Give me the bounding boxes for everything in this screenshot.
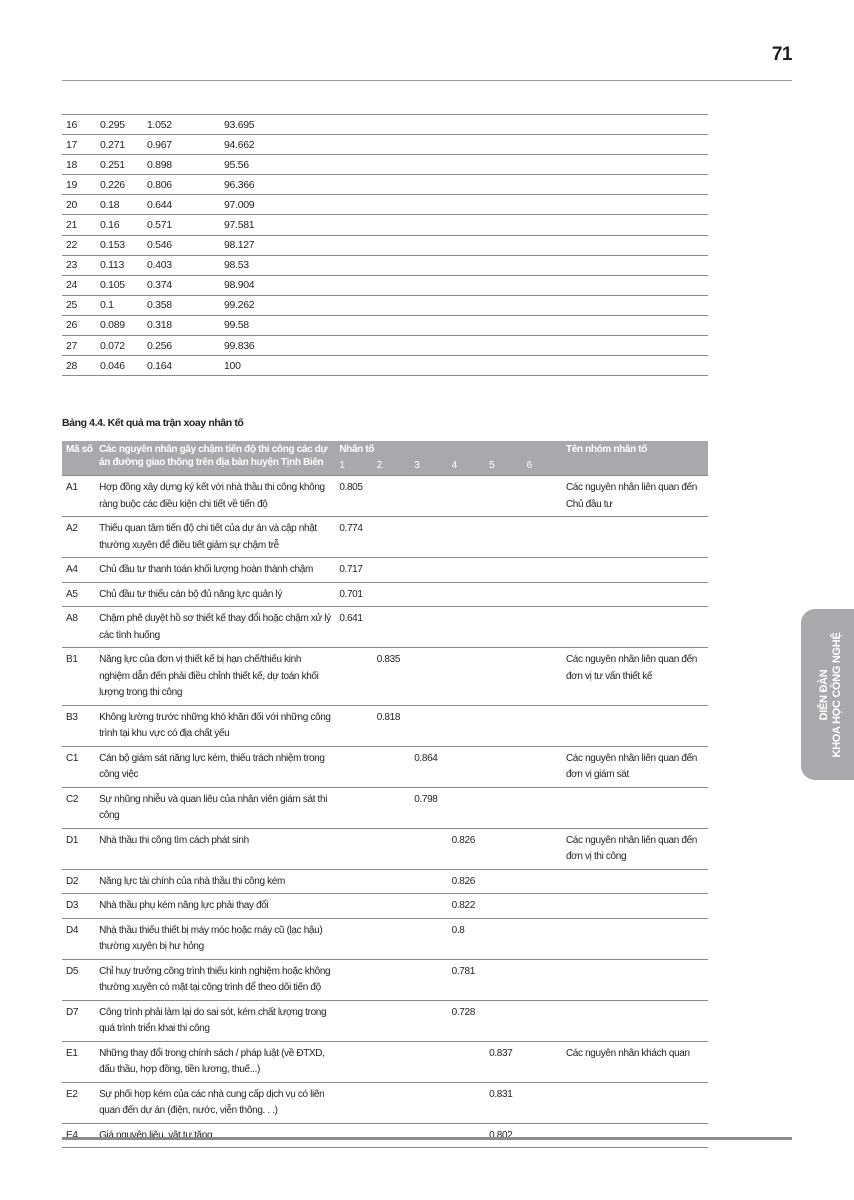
factor-loading bbox=[524, 1041, 560, 1082]
item-description: Những thay đổi trong chính sách / pháp luật (về ĐTXD, đấu thầu, hợp đồng, tiền lương, thuế...) bbox=[96, 1041, 336, 1082]
factor-loading bbox=[449, 1123, 486, 1148]
factor-loading bbox=[486, 517, 523, 558]
factor-loading bbox=[374, 894, 411, 919]
factor-loading bbox=[374, 828, 411, 869]
factor-loading bbox=[524, 787, 560, 828]
table-row bbox=[62, 336, 708, 356]
header-group: Tên nhóm nhân tố bbox=[560, 441, 708, 476]
matrix-row bbox=[62, 894, 708, 919]
side-tab-text bbox=[818, 632, 844, 757]
variance-percent-cell: 0.898 bbox=[143, 155, 220, 175]
factor-loading: 0.822 bbox=[449, 894, 486, 919]
factor-loading: 0.818 bbox=[374, 705, 411, 746]
factor-loading bbox=[524, 869, 560, 894]
item-description: Năng lực tài chính của nhà thầu thi công kém bbox=[96, 869, 336, 894]
eigenvalue-cell: 0.18 bbox=[96, 195, 143, 215]
component-cell: 25 bbox=[62, 295, 96, 315]
factor-loading bbox=[486, 746, 523, 787]
factor-loading bbox=[449, 607, 486, 648]
factor-loading bbox=[449, 1082, 486, 1123]
component-cell: 20 bbox=[62, 195, 96, 215]
factor-loading: 0.774 bbox=[336, 517, 373, 558]
factor-loading bbox=[486, 918, 523, 959]
group-name: Các nguyên nhân liên quan đến đơn vị tư vấn thiết kế bbox=[560, 648, 708, 706]
matrix-row bbox=[62, 869, 708, 894]
factor-loading bbox=[486, 869, 523, 894]
table-row bbox=[62, 295, 708, 315]
factor-loading bbox=[449, 648, 486, 706]
eigenvalue-cell: 0.295 bbox=[96, 115, 143, 135]
factor-loading bbox=[486, 648, 523, 706]
header-factor: Nhân tố bbox=[336, 441, 560, 458]
factor-loading bbox=[411, 476, 448, 517]
factor-loading bbox=[374, 1000, 411, 1041]
group-name bbox=[560, 869, 708, 894]
item-description: Cán bộ giám sát năng lực kém, thiếu trách nhiệm trong công việc bbox=[96, 746, 336, 787]
header-factor-number: 5 bbox=[486, 458, 523, 476]
factor-loading bbox=[524, 517, 560, 558]
factor-loading bbox=[374, 558, 411, 583]
factor-loading bbox=[524, 1082, 560, 1123]
factor-loading bbox=[449, 582, 486, 607]
empty-cell bbox=[657, 215, 708, 235]
factor-loading bbox=[524, 582, 560, 607]
item-code: A2 bbox=[62, 517, 96, 558]
rotated-factor-matrix bbox=[62, 441, 708, 1148]
variance-percent-cell: 0.546 bbox=[143, 235, 220, 255]
table-caption: Bảng 4.4. Kết quả ma trận xoay nhân tố bbox=[62, 417, 244, 429]
factor-loading bbox=[336, 869, 373, 894]
item-description: Nhà thầu thi công tìm cách phát sinh bbox=[96, 828, 336, 869]
item-description: Chủ đầu tư thiếu cán bộ đủ năng lực quản lý bbox=[96, 582, 336, 607]
header-factor-number: 4 bbox=[449, 458, 486, 476]
factor-loading bbox=[336, 959, 373, 1000]
group-name bbox=[560, 517, 708, 558]
variance-percent-cell: 0.806 bbox=[143, 175, 220, 195]
table-row bbox=[62, 155, 708, 175]
factor-loading bbox=[524, 705, 560, 746]
group-name bbox=[560, 705, 708, 746]
factor-loading bbox=[524, 648, 560, 706]
matrix-row bbox=[62, 746, 708, 787]
matrix-row bbox=[62, 1000, 708, 1041]
factor-loading bbox=[374, 746, 411, 787]
item-code: A1 bbox=[62, 476, 96, 517]
factor-loading bbox=[374, 1123, 411, 1148]
empty-cell bbox=[657, 155, 708, 175]
factor-loading bbox=[374, 959, 411, 1000]
side-tab-line: KHOA HỌC CÔNG NGHỆ bbox=[831, 632, 843, 757]
factor-loading: 0.641 bbox=[336, 607, 373, 648]
factor-loading bbox=[374, 787, 411, 828]
empty-cell bbox=[657, 336, 708, 356]
component-cell: 28 bbox=[62, 356, 96, 376]
item-description: Thiếu quan tâm tiến độ chi tiết của dự án và cập nhật thường xuyên để điều tiết giảm sự chậm trễ bbox=[96, 517, 336, 558]
matrix-row bbox=[62, 1123, 708, 1148]
variance-percent-cell: 0.967 bbox=[143, 135, 220, 155]
group-name bbox=[560, 607, 708, 648]
header-factor-number: 3 bbox=[411, 458, 448, 476]
factor-loading bbox=[336, 648, 373, 706]
item-code: D2 bbox=[62, 869, 96, 894]
empty-cell bbox=[657, 175, 708, 195]
header-rule bbox=[62, 80, 792, 81]
variance-percent-cell: 1.052 bbox=[143, 115, 220, 135]
factor-loading bbox=[486, 959, 523, 1000]
matrix-row bbox=[62, 1041, 708, 1082]
factor-loading bbox=[449, 517, 486, 558]
factor-loading bbox=[411, 607, 448, 648]
eigenvalue-cell: 0.113 bbox=[96, 255, 143, 275]
cumulative-percent-cell: 93.695 bbox=[220, 115, 657, 135]
factor-loading bbox=[449, 1041, 486, 1082]
item-code: E2 bbox=[62, 1082, 96, 1123]
table-row bbox=[62, 195, 708, 215]
factor-loading: 0.798 bbox=[411, 787, 448, 828]
factor-loading: 0.728 bbox=[449, 1000, 486, 1041]
matrix-row bbox=[62, 582, 708, 607]
factor-loading bbox=[411, 828, 448, 869]
cumulative-percent-cell: 94.662 bbox=[220, 135, 657, 155]
variance-percent-cell: 0.571 bbox=[143, 215, 220, 235]
table-row bbox=[62, 356, 708, 376]
factor-loading bbox=[336, 1000, 373, 1041]
item-code: E4 bbox=[62, 1123, 96, 1148]
factor-loading bbox=[374, 476, 411, 517]
group-name: Các nguyên nhân khách quan bbox=[560, 1041, 708, 1082]
empty-cell bbox=[657, 115, 708, 135]
cumulative-percent-cell: 97.009 bbox=[220, 195, 657, 215]
table-row bbox=[62, 115, 708, 135]
item-code: A4 bbox=[62, 558, 96, 583]
cumulative-percent-cell: 98.53 bbox=[220, 255, 657, 275]
group-name bbox=[560, 558, 708, 583]
factor-loading bbox=[486, 787, 523, 828]
group-name bbox=[560, 918, 708, 959]
factor-loading bbox=[449, 558, 486, 583]
cumulative-percent-cell: 98.127 bbox=[220, 235, 657, 255]
table-row bbox=[62, 175, 708, 195]
table-row bbox=[62, 135, 708, 155]
factor-loading bbox=[486, 705, 523, 746]
variance-percent-cell: 0.644 bbox=[143, 195, 220, 215]
item-description: Không lường trước những khó khăn đối với những công trình tại khu vực có địa chất yếu bbox=[96, 705, 336, 746]
item-description: Giá nguyên liệu, vật tư tăng bbox=[96, 1123, 336, 1148]
factor-loading bbox=[336, 746, 373, 787]
item-code: D1 bbox=[62, 828, 96, 869]
empty-cell bbox=[657, 235, 708, 255]
factor-loading bbox=[411, 1082, 448, 1123]
factor-loading bbox=[336, 828, 373, 869]
empty-cell bbox=[657, 315, 708, 335]
factor-loading bbox=[411, 582, 448, 607]
group-name bbox=[560, 1082, 708, 1123]
factor-loading bbox=[524, 828, 560, 869]
item-description: Sự nhũng nhiễu và quan liêu của nhân viên giám sát thi công bbox=[96, 787, 336, 828]
factor-loading bbox=[411, 705, 448, 746]
factor-loading bbox=[411, 959, 448, 1000]
factor-loading: 0.864 bbox=[411, 746, 448, 787]
header-description: Các nguyên nhân gây chậm tiến độ thi công các dự án đường giao thông trên địa bàn huyện Tịnh Biên bbox=[96, 441, 336, 476]
item-code: E1 bbox=[62, 1041, 96, 1082]
item-description: Nhà thầu phụ kém năng lực phải thay đổi bbox=[96, 894, 336, 919]
cumulative-percent-cell: 99.836 bbox=[220, 336, 657, 356]
variance-percent-cell: 0.403 bbox=[143, 255, 220, 275]
empty-cell bbox=[657, 295, 708, 315]
variance-table bbox=[62, 114, 708, 376]
variance-percent-cell: 0.358 bbox=[143, 295, 220, 315]
factor-loading bbox=[411, 894, 448, 919]
factor-loading bbox=[486, 558, 523, 583]
table-row bbox=[62, 255, 708, 275]
factor-loading bbox=[524, 607, 560, 648]
header-factor-number: 2 bbox=[374, 458, 411, 476]
factor-loading bbox=[336, 918, 373, 959]
item-code: B1 bbox=[62, 648, 96, 706]
factor-loading bbox=[374, 517, 411, 558]
cumulative-percent-cell: 98.904 bbox=[220, 275, 657, 295]
eigenvalue-cell: 0.046 bbox=[96, 356, 143, 376]
factor-loading bbox=[336, 1041, 373, 1082]
factor-loading bbox=[524, 558, 560, 583]
factor-loading bbox=[524, 476, 560, 517]
variance-percent-cell: 0.256 bbox=[143, 336, 220, 356]
factor-loading bbox=[524, 959, 560, 1000]
table-row bbox=[62, 275, 708, 295]
component-cell: 27 bbox=[62, 336, 96, 356]
item-code: A5 bbox=[62, 582, 96, 607]
table-row bbox=[62, 215, 708, 235]
group-name bbox=[560, 582, 708, 607]
table-row bbox=[62, 315, 708, 335]
item-code: D3 bbox=[62, 894, 96, 919]
matrix-row bbox=[62, 1082, 708, 1123]
component-cell: 21 bbox=[62, 215, 96, 235]
factor-loading bbox=[411, 558, 448, 583]
factor-loading bbox=[374, 607, 411, 648]
item-code: D5 bbox=[62, 959, 96, 1000]
factor-loading bbox=[524, 1123, 560, 1148]
factor-loading bbox=[486, 607, 523, 648]
component-cell: 23 bbox=[62, 255, 96, 275]
matrix-row bbox=[62, 607, 708, 648]
eigenvalue-cell: 0.1 bbox=[96, 295, 143, 315]
factor-loading bbox=[411, 869, 448, 894]
matrix-row bbox=[62, 558, 708, 583]
factor-loading bbox=[449, 705, 486, 746]
eigenvalue-cell: 0.153 bbox=[96, 235, 143, 255]
factor-loading: 0.717 bbox=[336, 558, 373, 583]
group-name bbox=[560, 787, 708, 828]
item-description: Năng lực của đơn vị thiết kế bị hạn chế/thiếu kinh nghiệm dẫn đến phải điều chỉnh thiết kế, dự toán khối lượng trong thi công bbox=[96, 648, 336, 706]
eigenvalue-cell: 0.251 bbox=[96, 155, 143, 175]
factor-loading: 0.837 bbox=[486, 1041, 523, 1082]
group-name bbox=[560, 894, 708, 919]
factor-loading bbox=[374, 582, 411, 607]
factor-loading bbox=[336, 1123, 373, 1148]
factor-loading bbox=[524, 1000, 560, 1041]
header-factor-number: 6 bbox=[524, 458, 560, 476]
cumulative-percent-cell: 97.581 bbox=[220, 215, 657, 235]
factor-loading: 0.781 bbox=[449, 959, 486, 1000]
factor-loading: 0.826 bbox=[449, 828, 486, 869]
item-description: Hợp đồng xây dựng ký kết với nhà thầu thi công không ràng buộc các điều kiện chi tiết về tiến độ bbox=[96, 476, 336, 517]
matrix-row bbox=[62, 959, 708, 1000]
factor-loading bbox=[449, 787, 486, 828]
header-code: Mã số bbox=[62, 441, 96, 476]
eigenvalue-cell: 0.271 bbox=[96, 135, 143, 155]
factor-loading: 0.835 bbox=[374, 648, 411, 706]
table-row bbox=[62, 235, 708, 255]
variance-percent-cell: 0.318 bbox=[143, 315, 220, 335]
group-name bbox=[560, 1123, 708, 1148]
eigenvalue-cell: 0.105 bbox=[96, 275, 143, 295]
variance-percent-cell: 0.374 bbox=[143, 275, 220, 295]
factor-loading bbox=[411, 1000, 448, 1041]
factor-loading: 0.805 bbox=[336, 476, 373, 517]
item-code: C2 bbox=[62, 787, 96, 828]
item-code: B3 bbox=[62, 705, 96, 746]
factor-loading bbox=[411, 1041, 448, 1082]
item-code: A8 bbox=[62, 607, 96, 648]
factor-loading bbox=[486, 894, 523, 919]
factor-loading: 0.701 bbox=[336, 582, 373, 607]
component-cell: 26 bbox=[62, 315, 96, 335]
factor-loading bbox=[411, 648, 448, 706]
factor-loading bbox=[524, 918, 560, 959]
factor-loading bbox=[336, 787, 373, 828]
empty-cell bbox=[657, 195, 708, 215]
eigenvalue-cell: 0.226 bbox=[96, 175, 143, 195]
matrix-row bbox=[62, 517, 708, 558]
item-description: Chậm phê duyệt hồ sơ thiết kế thay đổi hoặc chậm xử lý các tình huống bbox=[96, 607, 336, 648]
item-code: D7 bbox=[62, 1000, 96, 1041]
group-name bbox=[560, 959, 708, 1000]
factor-loading bbox=[524, 746, 560, 787]
item-description: Công trình phải làm lại do sai sót, kém chất lượng trong quá trình triển khai thi công bbox=[96, 1000, 336, 1041]
side-tab-line: DIỄN ĐÀN bbox=[818, 669, 830, 720]
cumulative-percent-cell: 95.56 bbox=[220, 155, 657, 175]
factor-loading bbox=[374, 1082, 411, 1123]
factor-loading bbox=[524, 894, 560, 919]
factor-loading bbox=[374, 1041, 411, 1082]
cumulative-percent-cell: 99.58 bbox=[220, 315, 657, 335]
component-cell: 19 bbox=[62, 175, 96, 195]
empty-cell bbox=[657, 275, 708, 295]
matrix-row bbox=[62, 918, 708, 959]
component-cell: 17 bbox=[62, 135, 96, 155]
section-side-tab bbox=[801, 609, 854, 780]
empty-cell bbox=[657, 356, 708, 376]
factor-loading bbox=[486, 828, 523, 869]
factor-loading bbox=[336, 894, 373, 919]
footer-rule bbox=[62, 1137, 792, 1140]
factor-loading bbox=[486, 582, 523, 607]
factor-loading: 0.826 bbox=[449, 869, 486, 894]
group-name: Các nguyên nhân liên quan đến đơn vị giám sát bbox=[560, 746, 708, 787]
matrix-row bbox=[62, 705, 708, 746]
cumulative-percent-cell: 96.366 bbox=[220, 175, 657, 195]
factor-loading bbox=[336, 1082, 373, 1123]
cumulative-percent-cell: 99.262 bbox=[220, 295, 657, 315]
component-cell: 16 bbox=[62, 115, 96, 135]
item-description: Chủ đầu tư thanh toán khối lượng hoàn thành chậm bbox=[96, 558, 336, 583]
factor-loading bbox=[449, 476, 486, 517]
factor-loading bbox=[486, 476, 523, 517]
factor-loading bbox=[374, 918, 411, 959]
empty-cell bbox=[657, 135, 708, 155]
page-number: 71 bbox=[771, 44, 792, 65]
cumulative-percent-cell: 100 bbox=[220, 356, 657, 376]
factor-loading bbox=[486, 1000, 523, 1041]
empty-cell bbox=[657, 255, 708, 275]
header-factor-number: 1 bbox=[336, 458, 373, 476]
item-description: Sự phối hợp kém của các nhà cung cấp dịch vụ có liên quan đến dự án (điện, nước, viễn thông. . .) bbox=[96, 1082, 336, 1123]
factor-loading bbox=[411, 517, 448, 558]
matrix-row bbox=[62, 828, 708, 869]
group-name: Các nguyên nhân liên quan đến đơn vị thi công bbox=[560, 828, 708, 869]
factor-loading bbox=[449, 746, 486, 787]
variance-percent-cell: 0.164 bbox=[143, 356, 220, 376]
factor-loading bbox=[374, 869, 411, 894]
eigenvalue-cell: 0.072 bbox=[96, 336, 143, 356]
factor-loading: 0.8 bbox=[449, 918, 486, 959]
group-name bbox=[560, 1000, 708, 1041]
matrix-row bbox=[62, 648, 708, 706]
factor-loading bbox=[411, 1123, 448, 1148]
factor-loading: 0.831 bbox=[486, 1082, 523, 1123]
matrix-row bbox=[62, 476, 708, 517]
item-description: Nhà thầu thiếu thiết bị máy móc hoặc máy cũ (lạc hậu) thường xuyên bị hư hỏng bbox=[96, 918, 336, 959]
factor-loading bbox=[336, 705, 373, 746]
factor-loading: 0.802 bbox=[486, 1123, 523, 1148]
group-name: Các nguyên nhân liên quan đến Chủ đầu tư bbox=[560, 476, 708, 517]
matrix-row bbox=[62, 787, 708, 828]
component-cell: 22 bbox=[62, 235, 96, 255]
matrix-header-row bbox=[62, 441, 708, 458]
eigenvalue-cell: 0.089 bbox=[96, 315, 143, 335]
item-description: Chỉ huy trưởng công trình thiếu kinh nghiệm hoặc không thường xuyên có mặt tại công trình để theo dõi tiến độ bbox=[96, 959, 336, 1000]
item-code: C1 bbox=[62, 746, 96, 787]
item-code: D4 bbox=[62, 918, 96, 959]
component-cell: 24 bbox=[62, 275, 96, 295]
factor-loading bbox=[411, 918, 448, 959]
component-cell: 18 bbox=[62, 155, 96, 175]
eigenvalue-cell: 0.16 bbox=[96, 215, 143, 235]
